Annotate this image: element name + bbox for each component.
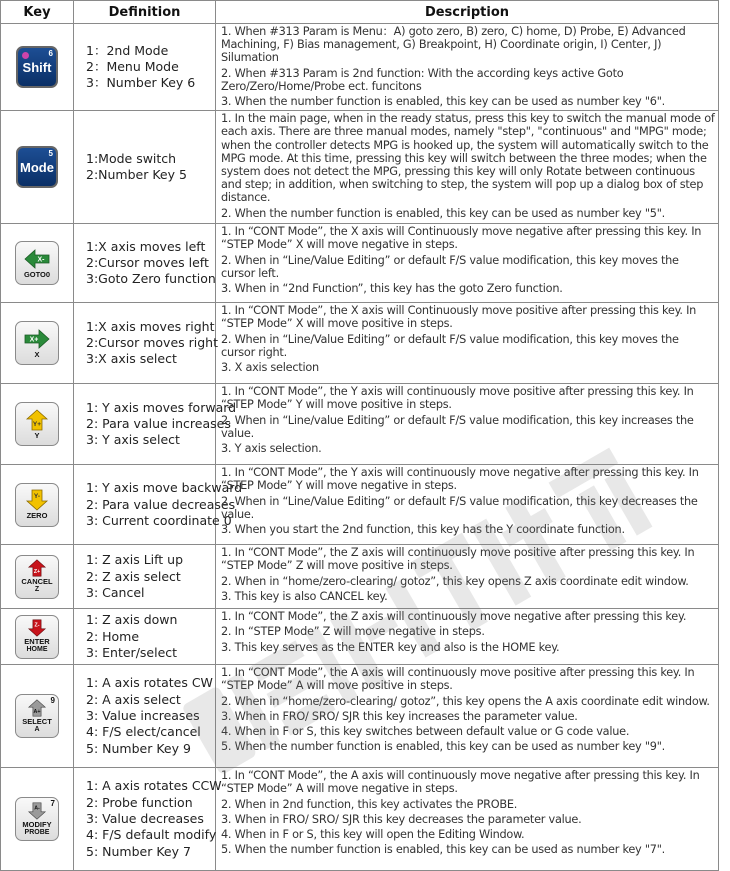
description-item: 2. In “STEP Mode” Z will move negative in steps.	[221, 625, 485, 639]
description-item: 1. When #313 Param is Menu：A) goto zero, B) zero, C) home, D) Probe, E) Advanced Machining, F) Bias management, G) Breakpoint, H) Coordinate origin, I) Center, J) Silumation	[221, 25, 686, 65]
description-item: 3. This key serves as the ENTER key and also is the HOME key.	[221, 640, 560, 654]
description-item: 1. In “CONT Mode”, the Y axis will continuously move negative after pressing this key. In “STEP Mode” Y will move negative in steps.	[221, 466, 699, 493]
header-key: Key	[1, 1, 74, 24]
definition-cell	[74, 465, 243, 545]
description-cell	[216, 24, 719, 111]
definition-item: 3:X axis select	[86, 351, 177, 367]
definition-cell	[74, 545, 216, 609]
definition-item: 3:Goto Zero function	[86, 271, 216, 287]
definition-cell	[74, 303, 216, 384]
definition-item: 4: F/S elect/cancel	[86, 724, 201, 740]
definition-item: 2: Para value increases	[86, 416, 231, 432]
description-item: 5. When the number function is enabled, this key can be used as number key "7".	[221, 843, 666, 857]
key-label: Y	[34, 430, 40, 440]
description-item: 4. When in F or S, this key switches between default value or G code value.	[221, 725, 630, 739]
definition-item: 1: Y axis move backward	[86, 480, 243, 496]
definition-item: 3: Value increases	[86, 708, 200, 724]
definition-item: 2: Z axis select	[86, 568, 181, 584]
key-cell	[1, 609, 74, 665]
description-item: 2. When in “Line/value Editing” or default F/S value modification, this key increases the value.	[221, 413, 694, 440]
a-minus-modify-key-icon	[15, 797, 59, 841]
header-definition: Definition	[74, 1, 216, 24]
definition-item: 1: Z axis down	[86, 612, 178, 628]
description-item: 1. In the main page, when in the ready status, press this key to switch the manual mode of each axis. There are three manual modes, namely "step", "continuous" and "MPG" mode; when the controller detects MPG is hooked up, the system will automatically switch to the MPG mode. At this time, pressing this key will switch between the three modes; when the system does not detect the MPG, pressing this key will only Rotate between continuous and step; in addition, when switching to step, the system will pop up a dialog box of step distance.	[221, 112, 715, 205]
key-sublabel: HOME	[26, 646, 48, 654]
description-cell	[216, 665, 719, 768]
key-row-x-plus	[1, 303, 719, 384]
key-label: ZERO	[26, 511, 48, 521]
y-minus-zero-key-icon	[15, 483, 59, 527]
definition-cell	[74, 24, 216, 111]
description-item: 1. In “CONT Mode”, the Z axis will continuously move positive after pressing this key. In “STEP Mode” Z will move positive in steps.	[221, 546, 695, 573]
glyph-text: Z+	[33, 569, 41, 576]
description-item: 2. When in “Line/Value Editing” or default F/S value modification, this key moves the cursor left.	[221, 253, 679, 280]
up-arrow-icon	[24, 409, 50, 431]
description-item: 2. When #313 Param is 2nd function: With the according keys active Goto Zero/Zero/Home/Probe ect. funcitons	[221, 66, 624, 93]
key-label: ENTER	[24, 637, 50, 647]
definition-item: 1:Mode switch	[86, 150, 177, 166]
definition-item: 1: A axis rotates CW	[86, 675, 213, 691]
key-sublabel: PROBE	[24, 828, 50, 836]
definition-item: 2:Number Key 5	[86, 167, 187, 183]
description-item: 3. When you start the 2nd function, this key has the Y coordinate function.	[221, 523, 625, 537]
glyph-text: Z-	[34, 622, 40, 629]
description-item: 3. When in “2nd Function”, this key has the goto Zero function.	[221, 282, 563, 296]
key-row-z-plus	[1, 545, 719, 609]
description-cell	[216, 609, 719, 665]
definition-item: 3: Value decreases	[86, 811, 204, 827]
key-sublabel: Z	[34, 586, 40, 594]
key-row-y-plus	[1, 384, 719, 465]
key-cell	[1, 768, 74, 871]
glyph-text: Y+	[32, 420, 42, 428]
definition-item: 2: A axis select	[86, 691, 181, 707]
key-cell	[1, 111, 74, 224]
description-item: 1. In “CONT Mode”, the X axis will Continuously move negative after pressing this key. In “STEP Mode” X will move negative in steps.	[221, 225, 702, 252]
description-item: 2. When the number function is enabled, this key can be used as number key "5".	[221, 206, 666, 220]
key-label: X	[34, 349, 40, 359]
definition-item: 2:Cursor moves left	[86, 255, 209, 271]
description-item: 3. This key is also CANCEL key.	[221, 589, 388, 603]
shift-key-icon	[16, 46, 58, 88]
up-arrow-icon	[24, 699, 50, 717]
description-item: 3. X axis selection	[221, 361, 319, 375]
definition-item: 1: Y axis moves forward	[86, 399, 237, 415]
key-label: Mode	[20, 159, 54, 175]
key-label: GOTO0	[23, 269, 51, 279]
key-label: CANCEL	[21, 577, 53, 587]
key-sublabel: A	[34, 725, 40, 733]
glyph-text: A-	[34, 805, 40, 812]
definition-cell	[74, 609, 216, 665]
definition-cell	[74, 384, 237, 465]
description-item: 5. When the number function is enabled, this key can be used as number key "9".	[221, 740, 666, 754]
description-cell	[216, 303, 719, 384]
description-item: 2. When in “home/zero-clearing/ gotoz”, this key opens the A axis coordinate edit window.	[221, 694, 710, 708]
x-plus-key-icon	[15, 321, 59, 365]
description-item: 3. When in FRO/ SRO/ SJR this key decreases the parameter value.	[221, 812, 582, 826]
definition-cell	[74, 768, 222, 871]
key-row-z-minus	[1, 609, 719, 665]
key-cell	[1, 224, 74, 303]
description-cell	[216, 224, 719, 303]
description-item: 2. When in “Line/Value Editing” or default F/S value modification, this key moves the cursor right.	[221, 332, 679, 359]
left-arrow-icon	[24, 248, 50, 270]
header-row	[1, 1, 719, 24]
key-number-label: 9	[50, 696, 55, 706]
description-item: 3. When the number function is enabled, this key can be used as number key "6".	[221, 95, 666, 109]
description-item: 2. When in “home/zero-clearing/ gotoz”, this key opens Z axis coordinate edit window.	[221, 574, 689, 588]
down-arrow-icon	[24, 619, 50, 637]
description-item: 2. When in 2nd function, this key activates the PROBE.	[221, 797, 518, 811]
definition-item: 3: Y axis select	[86, 432, 180, 448]
right-arrow-icon	[24, 328, 50, 350]
definition-cell	[74, 111, 216, 224]
key-row-x-minus	[1, 224, 719, 303]
key-row-shift	[1, 24, 719, 111]
key-label: Shift	[22, 59, 52, 75]
down-arrow-icon	[24, 489, 50, 511]
definition-item: 1:X axis moves left	[86, 238, 206, 254]
description-item: 3. Y axis selection.	[221, 442, 322, 456]
key-row-mode	[1, 111, 719, 224]
glyph-text: X+	[29, 336, 39, 344]
a-plus-select-key-icon	[15, 694, 59, 738]
key-cell	[1, 665, 74, 768]
definition-item: 3：Number Key 6	[86, 75, 196, 91]
key-number-label: 6	[48, 49, 53, 59]
key-cell	[1, 24, 74, 111]
key-row-a-plus	[1, 665, 719, 768]
definition-item: 2: Home	[86, 628, 140, 644]
key-label: MODIFY	[22, 819, 52, 829]
key-number-label: 7	[50, 799, 55, 809]
definition-item: 2: Probe function	[86, 794, 193, 810]
description-item: 1. In “CONT Mode”, the X axis will Continuously move positive after pressing this key. In “STEP Mode” X will move positive in steps.	[221, 304, 697, 331]
description-item: 1. In “CONT Mode”, the A axis will continuously move positive after pressing this key. In “STEP Mode” A will move positive in steps.	[221, 666, 695, 693]
definition-item: 5: Number Key 7	[86, 843, 191, 859]
definition-item: 1: A axis rotates CCW	[86, 778, 222, 794]
definition-cell	[74, 224, 216, 303]
description-item: 3. When in FRO/ SRO/ SJR this key increases the parameter value.	[221, 709, 578, 723]
z-minus-enter-key-icon	[15, 615, 59, 659]
key-row-a-minus	[1, 768, 719, 871]
definition-item: 3: Cancel	[86, 584, 145, 600]
description-item: 1. In “CONT Mode”, the A axis will continuously move negative after pressing this key. In “STEP Mode” A will move negative in steps.	[221, 769, 700, 796]
description-item: 1. In “CONT Mode”, the Z axis will continuously move negative after pressing this key.	[221, 610, 687, 624]
key-number-label: 5	[48, 149, 53, 159]
definition-item: 1: Z axis Lift up	[86, 552, 184, 568]
definition-item: 2: Para value decreases	[86, 496, 236, 512]
definition-item: 1:X axis moves right	[86, 318, 215, 334]
description-item: 1. In “CONT Mode”, the Y axis will continuously move positive after pressing this key. In “STEP Mode” Y will move positive in steps.	[221, 385, 694, 412]
definition-item: 2:Cursor moves right	[86, 335, 218, 351]
description-cell	[216, 465, 719, 545]
key-cell	[1, 545, 74, 609]
glyph-text: Y-	[33, 493, 41, 501]
mode-key-icon	[16, 146, 58, 188]
up-arrow-icon	[24, 559, 50, 577]
down-arrow-icon	[24, 802, 50, 820]
key-row-y-minus	[1, 465, 719, 545]
glyph-text: X-	[37, 256, 45, 264]
definition-item: 1：2nd Mode	[86, 42, 169, 58]
z-plus-cancel-key-icon	[15, 555, 59, 599]
key-label: SELECT	[22, 716, 52, 726]
definition-cell	[74, 665, 216, 768]
definition-item: 3: Enter/select	[86, 644, 178, 660]
header-description: Description	[216, 1, 719, 24]
x-minus-goto0-key-icon	[15, 241, 59, 285]
key-cell	[1, 384, 74, 465]
definition-item: 2：Menu Mode	[86, 58, 179, 74]
definition-item: 3: Current coordinate 0	[86, 512, 232, 528]
description-item: 2. When in “Line/Value Editing” or default F/S value modification, this key decreases the value.	[221, 494, 698, 521]
description-cell	[216, 768, 719, 871]
key-cell	[1, 465, 74, 545]
definition-item: 4: F/S default modify	[86, 827, 217, 843]
y-plus-key-icon	[15, 402, 59, 446]
description-item: 4. When in F or S, this key will open the Editing Window.	[221, 828, 525, 842]
description-cell	[216, 111, 719, 224]
glyph-text: A+	[33, 708, 41, 715]
description-cell	[216, 545, 719, 609]
description-cell	[216, 384, 719, 465]
definition-item: 5: Number Key 9	[86, 740, 191, 756]
key-cell	[1, 303, 74, 384]
